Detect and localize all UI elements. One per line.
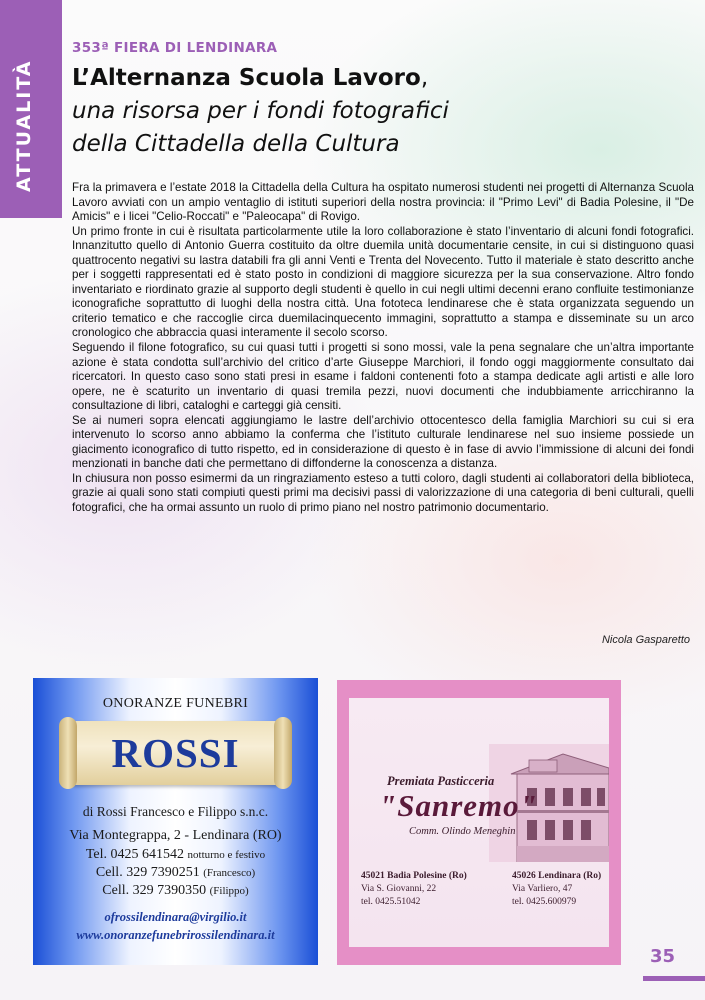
article-paragraph: Fra la primavera e l’estate 2018 la Cittadella della Cultura ha ospitato numerosi studenti nei progetti di Alternanza Scuola Lavoro avviati con un ampio ventaglio di istituti superiori della nostra provincia: il "Primo Levi" di Badia Polesine, il "De Amicis" e i licei "Celio-Roccati" e "Paleocapa" di Rovigo. bbox=[72, 181, 694, 224]
page-number: 35 bbox=[649, 946, 675, 967]
rossi-cell-2 bbox=[33, 883, 318, 899]
article-title bbox=[72, 62, 692, 161]
rossi-phone-note: notturno e festivo bbox=[187, 849, 266, 861]
article-paragraph: Seguendo il filone fotografico, su cui quasi tutti i progetti si sono mossi, vale la pena segnalare che un’altra importante azione è stata condotta sull’archivio del critico d’arte Giuseppe Marchiori, il fondo oggi maggiormente consultato dai ricercatori. In questo caso sono stati presi in esame i faldoni contenenti foto a stampa dedicate agli artisti e alle loro opere, ne è scaturito un inventario di quasi tremila pezzi, nuovi documenti che indubbiamente arricchiranno la consultazione di libri, cataloghi e carteggi già censiti. bbox=[72, 341, 694, 413]
sanremo-badia-tel: tel. 0425.51042 bbox=[361, 897, 421, 907]
sanremo-owner: Comm. Olindo Meneghin bbox=[409, 826, 516, 837]
article-kicker: 353ª FIERA DI LENDINARA bbox=[72, 40, 278, 56]
section-label: ATTUALITÀ bbox=[13, 59, 35, 192]
rossi-cell-1-number: Cell. 329 7390251 bbox=[95, 865, 200, 880]
rossi-company: di Rossi Francesco e Filippo s.n.c. bbox=[82, 804, 269, 819]
ad-sanremo bbox=[337, 680, 621, 965]
sanremo-lendinara-street: Via Varliero, 47 bbox=[512, 884, 573, 894]
page-rule bbox=[643, 976, 705, 981]
rossi-website: www.onoranzefunebrirossilendinara.it bbox=[76, 928, 275, 942]
rossi-email: ofrossilendinara@virgilio.it bbox=[104, 910, 247, 924]
sanremo-lendinara-city: 45026 Lendinara (Ro) bbox=[512, 871, 602, 881]
title-comma: , bbox=[420, 65, 429, 91]
ad-rossi bbox=[33, 678, 318, 965]
rossi-name: ROSSI bbox=[111, 730, 240, 776]
article-paragraph: Se ai numeri sopra elencati aggiungiamo le lastre dell’archivio ottocentesco della famiglia Marchiori su cui si era intervenuto lo scorso anno abbiamo la conferma che l’istituto culturale lendinarese nel suo insieme possiede un giacimento iconografico di tutto rispetto, ed in considerazione di questo è in fase di avvio l’immissione di alcuni dei fondi menzionati in banche dati che permettano di diffonderne la conoscenza a distanza. bbox=[72, 413, 694, 471]
article-paragraph: Un primo fronte in cui è risultata particolarmente utile la loro collaborazione è stato l’inventario di alcuni fondi fotografici. Innanzitutto quello di Antonio Guerra costituito da oltre duemila unità documentarie censite, in cui si distinguono quasi quattrocento negativi su lastra databili fra gli anni Venti e Trenta del Novecento. Tutto il materiale è stato descritto anche per i soggetti rappresentati ed è stato posto in condizioni di maggiore sicurezza per la sua conservazione. Altro fondo inventariato e riordinato grazie al supporto degli studenti è quello in cui negli ultimi decenni erano confluite testimonianze iconografiche soprattutto di luoghi della nostra città. Una fototeca lendinarese che è stata organizzata seguendo un criterio tematico e che raccoglie circa duemilacinquecento immagini, soprattutto a stampa e disseminate su un arco cronologico che abbraccia quasi interamente il secolo scorso. bbox=[72, 224, 694, 340]
article-paragraph: In chiusura non posso esimermi da un ringraziamento esteso a tutti coloro, dagli studenti ai collaboratori della biblioteca, grazie ai quali sono stati compiuti questi primi ma decisivi passi di valorizzazione di una categoria di beni culturali, quelli fotografici, che ha ormai assunto un ruolo di primo piano nel nostro patrimonio documentario. bbox=[72, 471, 694, 515]
sanremo-badia-street: Via S. Giovanni, 22 bbox=[361, 884, 437, 894]
rossi-cell-2-note: (Filippo) bbox=[209, 885, 249, 897]
rossi-cell-2-number: Cell. 329 7390350 bbox=[102, 883, 207, 898]
rossi-phone-number: Tel. 0425 641542 bbox=[85, 847, 185, 862]
rossi-address: Via Montegrappa, 2 - Lendinara (RO) bbox=[69, 828, 282, 843]
sanremo-badia-city: 45021 Badia Polesine (Ro) bbox=[361, 871, 467, 881]
title-line-3: della Cittadella della Cultura bbox=[72, 131, 400, 157]
article-body bbox=[72, 181, 694, 516]
sanremo-name: "Sanremo" bbox=[379, 788, 538, 823]
scroll-banner-icon bbox=[67, 721, 284, 785]
rossi-phone bbox=[33, 847, 318, 863]
rossi-cell-1-note: (Francesco) bbox=[203, 867, 256, 879]
sanremo-heading: Premiata Pasticceria bbox=[387, 774, 495, 788]
sanremo-lendinara-tel: tel. 0425.600979 bbox=[512, 897, 577, 907]
sanremo-shop-badia bbox=[361, 870, 467, 909]
rossi-cell-1 bbox=[33, 865, 318, 881]
title-strong: L’Alternanza Scuola Lavoro bbox=[72, 65, 421, 91]
article-signature: Nicola Gasparetto bbox=[601, 634, 690, 646]
sanremo-shop-lendinara bbox=[512, 870, 601, 909]
sanremo-card bbox=[349, 698, 609, 947]
title-line-2: una risorsa per i fondi fotografici bbox=[72, 98, 449, 124]
rossi-heading: ONORANZE FUNEBRI bbox=[102, 696, 249, 711]
title-line-1 bbox=[72, 62, 692, 95]
